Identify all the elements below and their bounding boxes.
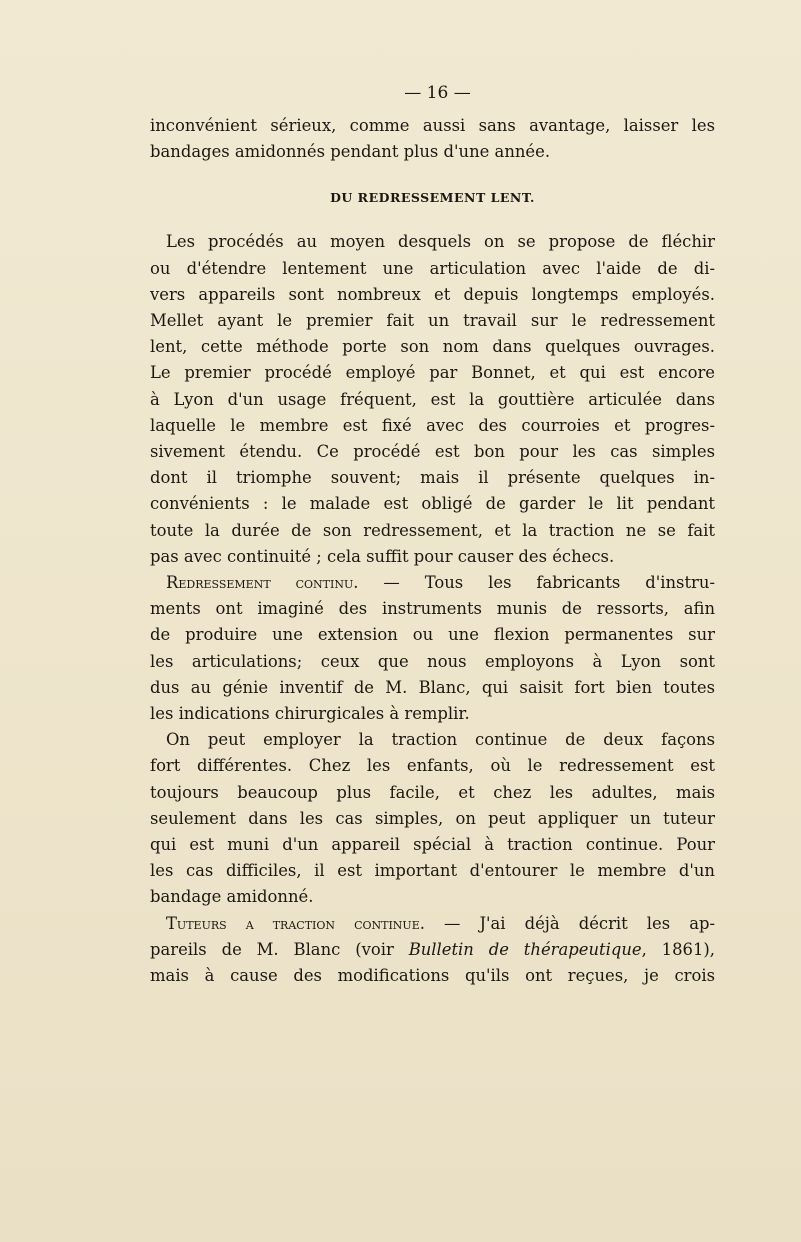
text-line: inconvénient sérieux, comme aussi sans avantage, laisser les: [150, 116, 715, 135]
text-line: dont il triomphe souvent; mais il présente quelques in-: [150, 468, 715, 488]
text-line: vers appareils sont nombreux et depuis longtemps employés.: [150, 284, 715, 304]
text-line: dus au génie inventif de M. Blanc, qui saisit fort bien toutes: [150, 677, 715, 697]
paragraph-traction-continue: [150, 727, 715, 910]
run-in-heading: Tuteurs a traction continue.: [166, 913, 425, 933]
text-line: convénients : le malade est obligé de garder le lit pendant: [150, 494, 715, 514]
text-line: [150, 937, 715, 963]
text-line: [150, 570, 715, 596]
text-line: ments ont imaginé des instruments munis de ressorts, afin: [150, 599, 715, 619]
text-line: Les procédés au moyen desquels on se propose de fléchir: [166, 232, 715, 252]
text-line: [150, 911, 715, 937]
journal-title: Bulletin de thérapeutique: [408, 939, 642, 959]
text-line: de produire une extension ou une flexion permanentes sur: [150, 625, 715, 645]
line-text: — Tous les fabricants d'instru-: [358, 573, 715, 593]
text-line: les cas difficiles, il est important d'entourer le membre d'un: [150, 861, 715, 881]
text-line: fort différentes. Chez les enfants, où le redressement est: [150, 756, 715, 776]
text-line: mais à cause des modifications qu'ils ont reçues, je crois: [150, 966, 715, 986]
text-line: pas avec continuité ; cela suffit pour causer des échecs.: [150, 546, 615, 566]
text-line: lent, cette méthode porte son nom dans quelques ouvrages.: [150, 337, 715, 357]
text-line: laquelle le membre est fixé avec des courroies et progres-: [150, 415, 715, 435]
page-text: [150, 82, 715, 989]
text-line: bandages amidonnés pendant plus d'une année.: [150, 142, 551, 162]
text-line: Le premier procédé employé par Bonnet, et qui est encore: [150, 363, 715, 383]
text-line: toujours beaucoup plus facile, et chez les adultes, mais: [150, 782, 715, 802]
text-line: ou d'étendre lentement une articulation avec l'aide de di-: [150, 258, 715, 278]
text-line: On peut employer la traction continue de deux façons: [166, 730, 715, 750]
text-line: qui est muni d'un appareil spécial à traction continue. Pour: [150, 835, 715, 855]
text-line: les indications chirurgicales à remplir.: [150, 704, 470, 724]
paragraph-redressement-continu: [150, 570, 715, 727]
line-text: — J'ai déjà décrit les ap-: [424, 913, 715, 933]
text-line: sivement étendu. Ce procédé est bon pour les cas simples: [150, 442, 715, 462]
paragraph-tuteurs: [150, 911, 715, 990]
line-text: pareils de M. Blanc (voir: [150, 939, 409, 959]
line-text: , 1861),: [641, 939, 716, 959]
paragraph-redressement-lent: [150, 229, 715, 570]
page-number: — 16 —: [404, 83, 471, 103]
intro-paragraph: [150, 113, 715, 165]
text-line: les articulations; ceux que nous employons à Lyon sont: [150, 651, 715, 671]
text-line: bandage amidonné.: [150, 887, 314, 907]
text-line: à Lyon d'un usage fréquent, est la gouttière articulée dans: [150, 389, 715, 409]
text-line: toute la durée de son redressement, et la traction ne se fait: [150, 520, 715, 540]
section-heading: DU REDRESSEMENT LENT.: [330, 190, 535, 206]
text-line: Mellet ayant le premier fait un travail sur le redressement: [150, 311, 715, 331]
run-in-heading: Redressement continu.: [166, 573, 359, 593]
text-line: seulement dans les cas simples, on peut appliquer un tuteur: [150, 808, 715, 828]
